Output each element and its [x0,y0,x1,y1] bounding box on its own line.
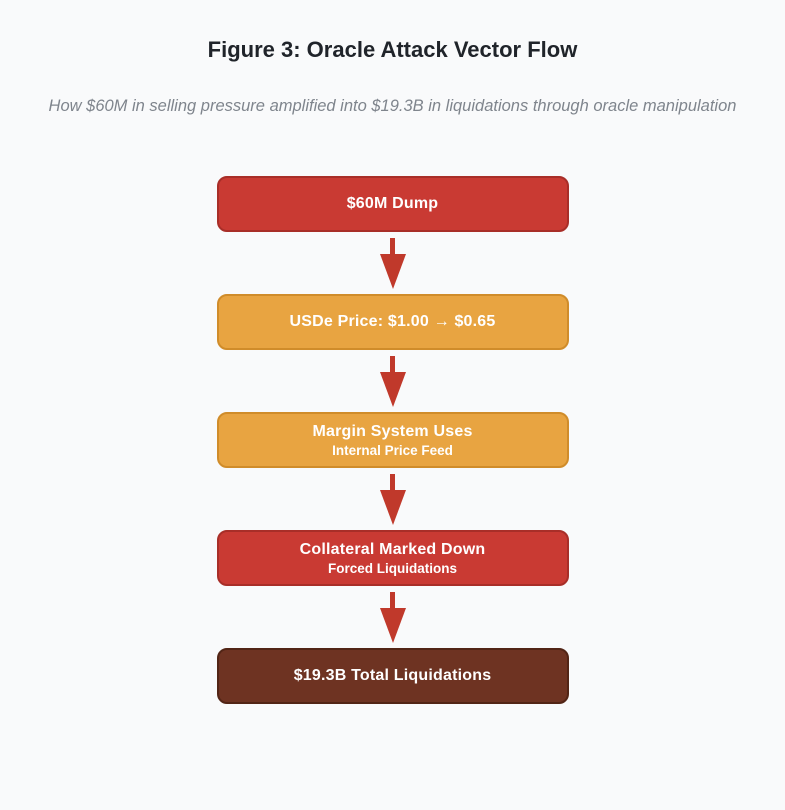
arrow-head [380,372,406,407]
node-subtitle: Forced Liquidations [327,560,457,576]
node-title: Margin System Uses [312,422,473,440]
flow-node-collateral-markdown [217,530,569,586]
down-arrow-icon [380,232,406,294]
node-title: Collateral Marked Down [299,540,486,558]
arrow-head [380,490,406,525]
figure-subtitle: How $60M in selling pressure amplified into $19.3B in liquidations through oracle manipulation [48,97,737,115]
node-title: $19.3B Total Liquidations [293,667,492,684]
arrow-stem [390,474,395,490]
down-arrow-icon [380,586,406,648]
oracle-attack-flowchart [217,176,569,704]
flow-node-total-liquidations [217,648,569,704]
down-arrow-icon [380,468,406,530]
figure-title: Figure 3: Oracle Attack Vector Flow [207,37,578,62]
node-title: USDe Price: $1.00 → $0.65 [289,313,496,330]
arrow-head [380,608,406,643]
node-subtitle: Internal Price Feed [332,442,453,458]
arrow-head [380,254,406,289]
flow-node-dump [217,176,569,232]
node-title: $60M Dump [346,195,439,212]
flow-node-margin-system [217,412,569,468]
arrow-stem [390,238,395,254]
arrow-stem [390,356,395,372]
arrow-stem [390,592,395,608]
down-arrow-icon [380,350,406,412]
flow-node-usde-price [217,294,569,350]
